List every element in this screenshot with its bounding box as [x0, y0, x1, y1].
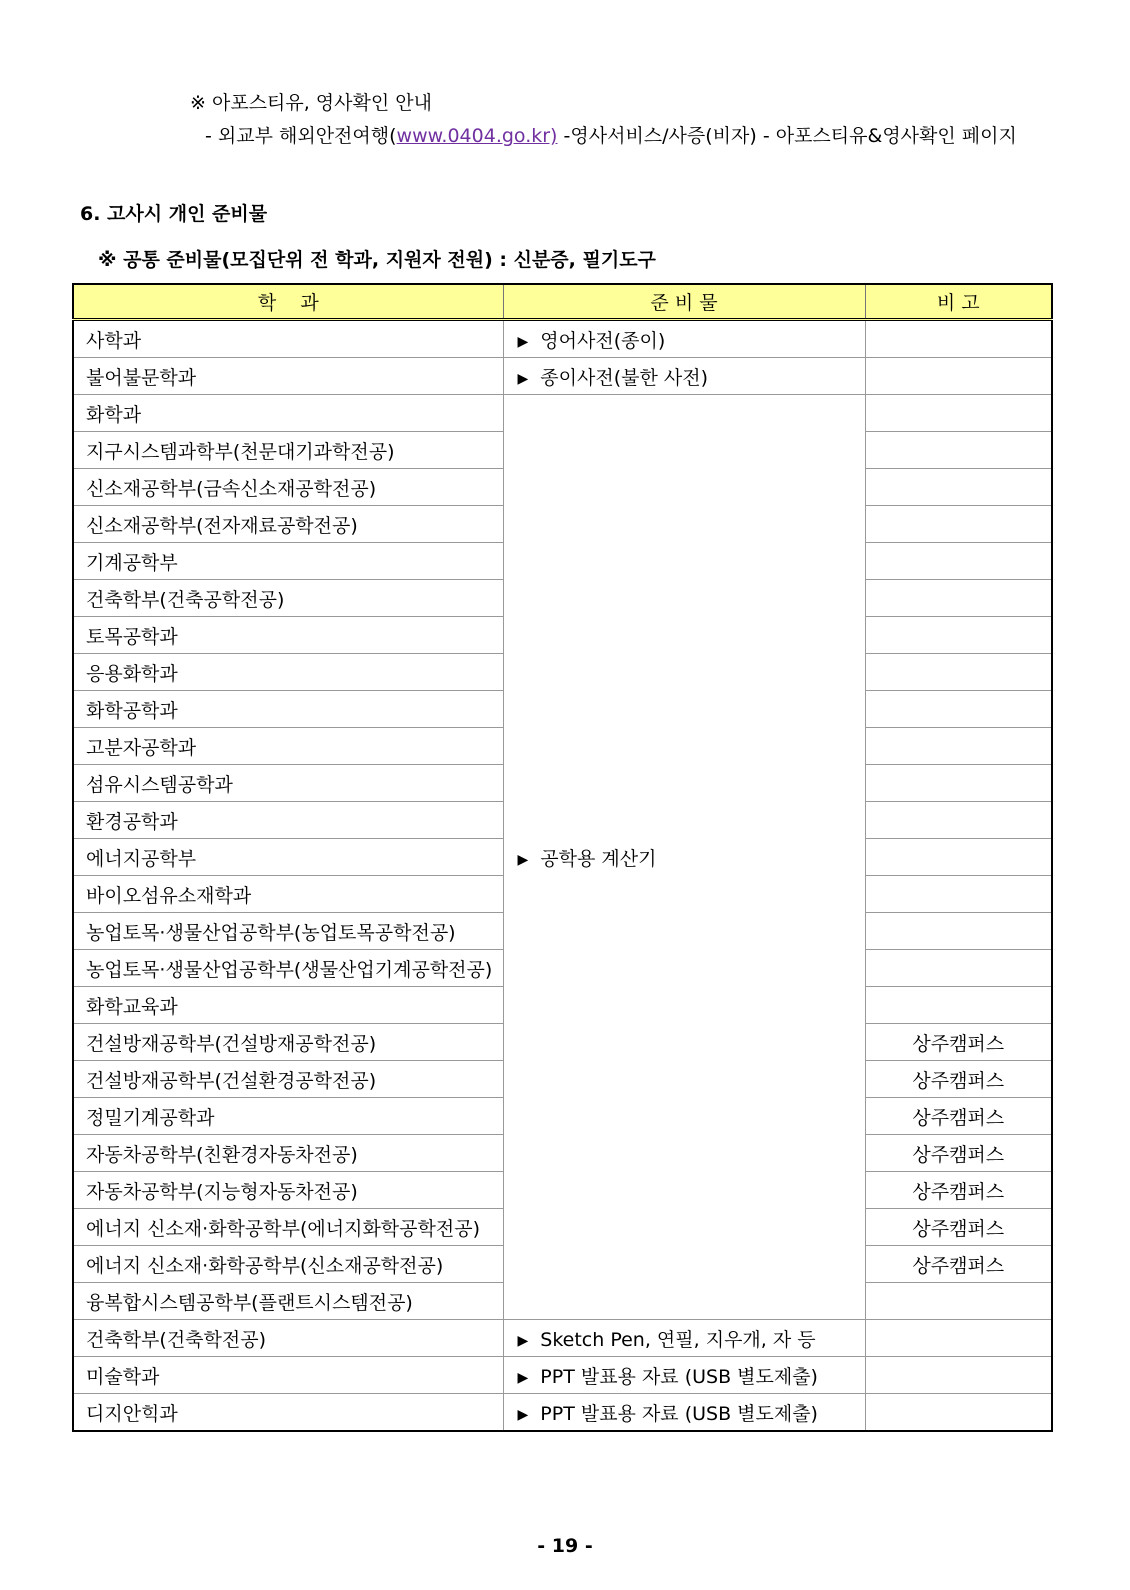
department-cell: 디지안힉과	[73, 1394, 503, 1432]
material-text: PPT 발표용 자료 (USB 별도제출)	[540, 1402, 818, 1425]
note-cell	[865, 1320, 1052, 1357]
note-cell	[865, 432, 1052, 469]
department-cell: 미술학과	[73, 1357, 503, 1394]
header-department: 학 과	[73, 284, 503, 320]
department-cell: 자동차공학부(지능형자동차전공)	[73, 1172, 503, 1209]
material-text: PPT 발표용 자료 (USB 별도제출)	[540, 1365, 818, 1388]
department-cell: 사학과	[73, 320, 503, 358]
department-cell: 건축학부(건축공학전공)	[73, 580, 503, 617]
department-cell: 환경공학과	[73, 802, 503, 839]
department-cell: 고분자공학과	[73, 728, 503, 765]
note-cell: 상주캠퍼스	[865, 1098, 1052, 1135]
table-row	[73, 320, 1052, 358]
department-cell: 융복합시스템공학부(플랜트시스템전공)	[73, 1283, 503, 1320]
materials-cell	[503, 320, 865, 358]
note-cell	[865, 358, 1052, 395]
table-row	[73, 395, 1052, 432]
department-cell: 지구시스템과학부(천문대기과학전공)	[73, 432, 503, 469]
note-cell	[865, 987, 1052, 1024]
note-cell	[865, 691, 1052, 728]
bullet-arrow-icon: ▶	[517, 370, 529, 387]
materials-cell	[503, 395, 865, 1320]
note-cell: 상주캠퍼스	[865, 1172, 1052, 1209]
bullet-arrow-icon: ▶	[517, 851, 529, 868]
department-cell: 응용화학과	[73, 654, 503, 691]
materials-cell	[503, 1357, 865, 1394]
note-cell	[865, 469, 1052, 506]
note-cell	[865, 320, 1052, 358]
note-cell	[865, 728, 1052, 765]
department-cell: 에너지 신소재·화학공학부(에너지화학공학전공)	[73, 1209, 503, 1246]
note-cell	[865, 839, 1052, 876]
department-cell: 건설방재공학부(건설환경공학전공)	[73, 1061, 503, 1098]
materials-cell	[503, 1320, 865, 1357]
note-cell	[865, 950, 1052, 987]
material-text: 영어사전(종이)	[540, 329, 666, 352]
department-cell: 화학교육과	[73, 987, 503, 1024]
section-title: 6. 고사시 개인 준비물	[80, 203, 268, 225]
mofa-link[interactable]: www.0404.go.kr)	[396, 125, 558, 147]
note-cell	[865, 580, 1052, 617]
note-cell: 상주캠퍼스	[865, 1246, 1052, 1283]
note-cell	[865, 876, 1052, 913]
table-row	[73, 358, 1052, 395]
note-cell: 상주캠퍼스	[865, 1135, 1052, 1172]
materials-cell	[503, 358, 865, 395]
bullet-arrow-icon: ▶	[517, 1406, 529, 1423]
department-cell: 건설방재공학부(건설방재공학전공)	[73, 1024, 503, 1061]
department-cell: 신소재공학부(금속신소재공학전공)	[73, 469, 503, 506]
department-cell: 정밀기계공학과	[73, 1098, 503, 1135]
note-cell: 상주캠퍼스	[865, 1024, 1052, 1061]
notice-suffix: -영사서비스/사증(비자) - 아포스티유&영사확인 페이지	[557, 125, 1017, 147]
header-materials: 준 비 물	[503, 284, 865, 320]
table-row	[73, 1394, 1052, 1432]
bullet-arrow-icon: ▶	[517, 1332, 529, 1349]
materials-cell	[503, 1394, 865, 1432]
note-cell	[865, 654, 1052, 691]
material-text: 공학용 계산기	[540, 847, 657, 870]
note-cell	[865, 1394, 1052, 1432]
department-cell: 기계공학부	[73, 543, 503, 580]
page-number: - 19 -	[537, 1535, 593, 1557]
table-header-row	[73, 284, 1052, 320]
department-cell: 에너지공학부	[73, 839, 503, 876]
table-body	[73, 320, 1052, 1432]
department-cell: 농업토목·생물산업공학부(농업토목공학전공)	[73, 913, 503, 950]
note-cell	[865, 913, 1052, 950]
note-cell: 상주캠퍼스	[865, 1061, 1052, 1098]
department-cell: 에너지 신소재·화학공학부(신소재공학전공)	[73, 1246, 503, 1283]
bullet-arrow-icon: ▶	[517, 1369, 529, 1386]
note-cell	[865, 1283, 1052, 1320]
material-text: Sketch Pen, 연필, 지우개, 자 등	[540, 1328, 816, 1351]
notice-prefix: - 외교부 해외안전여행(	[205, 125, 397, 147]
notice-title: ※ 아포스티유, 영사확인 안내	[190, 92, 432, 114]
department-cell: 섬유시스템공학과	[73, 765, 503, 802]
note-cell	[865, 802, 1052, 839]
note-cell	[865, 506, 1052, 543]
bullet-arrow-icon: ▶	[517, 333, 529, 350]
table-row	[73, 1357, 1052, 1394]
department-cell: 화학과	[73, 395, 503, 432]
note-cell	[865, 617, 1052, 654]
materials-table	[72, 283, 1053, 1432]
department-cell: 농업토목·생물산업공학부(생물산업기계공학전공)	[73, 950, 503, 987]
department-cell: 자동차공학부(친환경자동차전공)	[73, 1135, 503, 1172]
material-text: 종이사전(불한 사전)	[540, 366, 708, 389]
note-cell	[865, 765, 1052, 802]
note-cell	[865, 543, 1052, 580]
department-cell: 신소재공학부(전자재료공학전공)	[73, 506, 503, 543]
department-cell: 불어불문학과	[73, 358, 503, 395]
note-cell: 상주캠퍼스	[865, 1209, 1052, 1246]
notice-detail	[205, 121, 1017, 148]
common-materials-note: ※ 공통 준비물(모집단위 전 학과, 지원자 전원) : 신분증, 필기도구	[98, 249, 656, 271]
note-cell	[865, 395, 1052, 432]
department-cell: 토목공학과	[73, 617, 503, 654]
table-row	[73, 1320, 1052, 1357]
department-cell: 건축학부(건축학전공)	[73, 1320, 503, 1357]
header-notes: 비 고	[865, 284, 1052, 320]
department-cell: 바이오섬유소재학과	[73, 876, 503, 913]
note-cell	[865, 1357, 1052, 1394]
department-cell: 화학공학과	[73, 691, 503, 728]
